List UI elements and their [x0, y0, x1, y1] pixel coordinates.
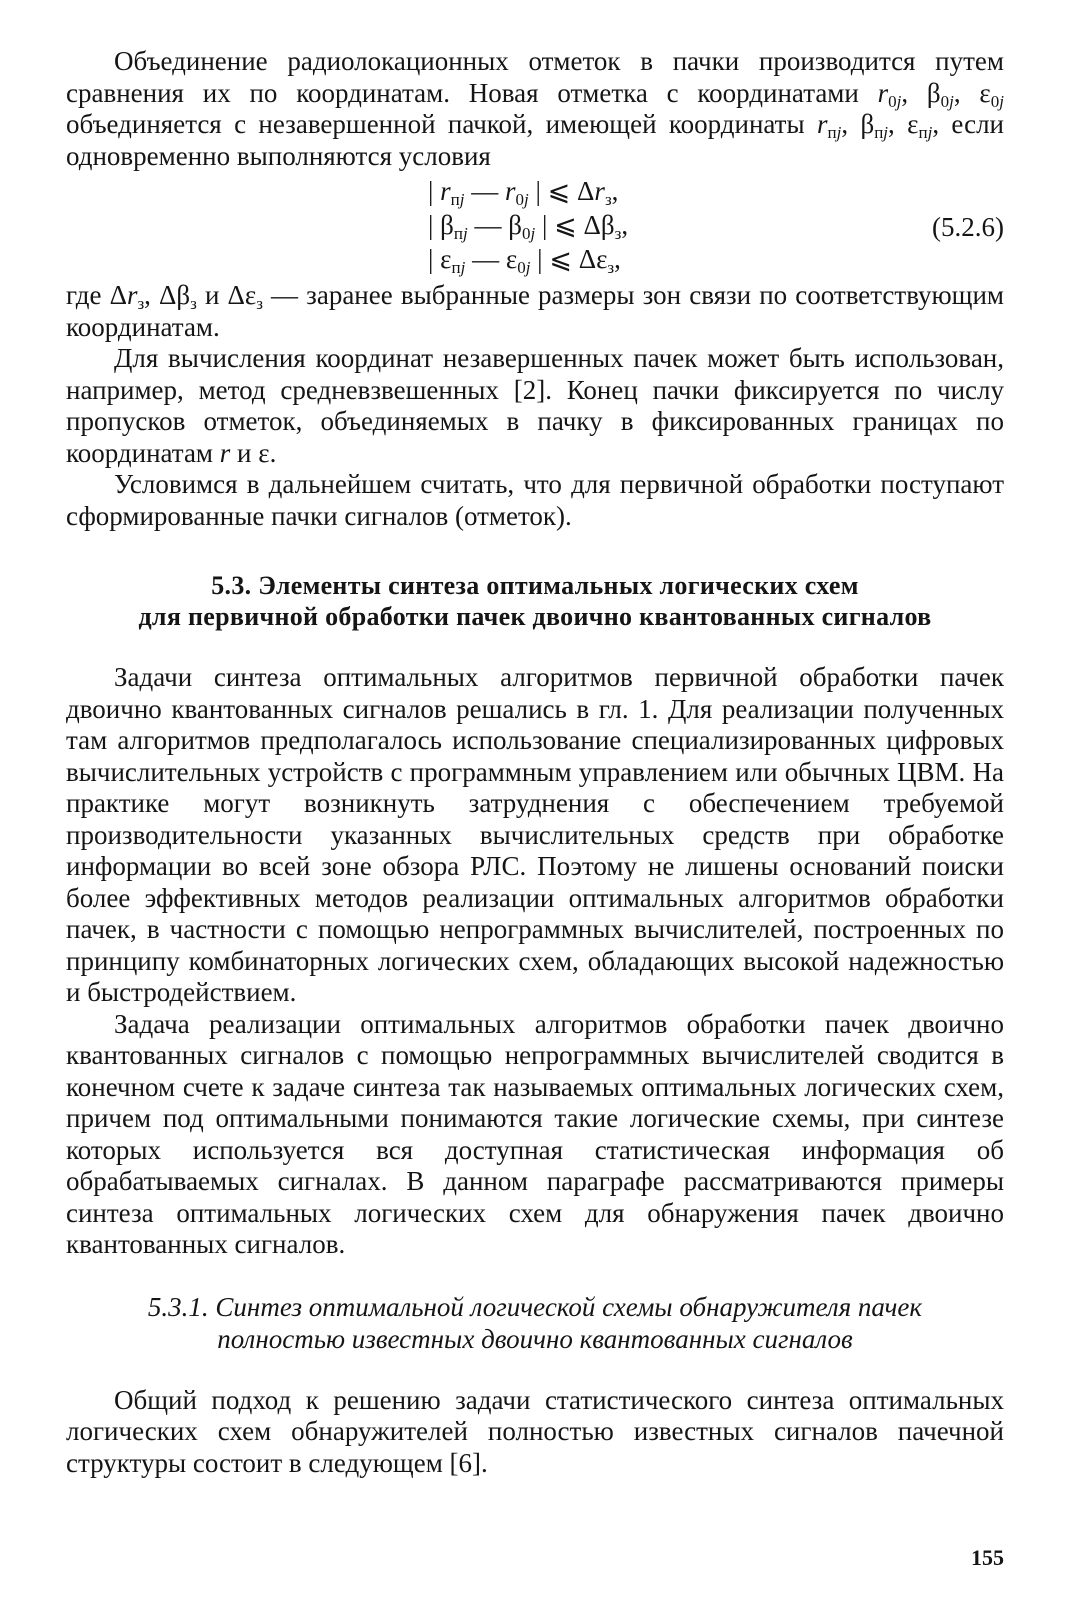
equation-system-5-2-6 — [66, 176, 1004, 276]
coord-symbols: r и ε — [219, 437, 270, 468]
equation-elevation: | $\varepsilon_{пj}$ — $\varepsilon_{0j}$ | ⩽ $\Delta\varepsilon_з$, — [428, 244, 621, 277]
paragraph-weighted-average: Для вычисления координат незавершенных пачек может быть использован, например, метод средневзвешенных [2]. Конец пачки фиксируется по числу пропусков отметок, объединяемых в пачку в фиксированных границах по координатам r и ε. — [66, 343, 1004, 468]
packet-coordinates: $r_{пj}$, $\beta_{пj}$, $\varepsilon_{пj}$, — [816, 109, 940, 142]
paragraph-packet-merging: Объединение радиолокационных отметок в пачки производится путем сравнения их по координатам. Новая отметка с координатами $r_{0j}$, $\beta_{0j}$, $\varepsilon_{0j}$ объединяется с незавершенной пачкой, имеющей координаты $r_{пj}$, $\beta_{пj}$, $\varepsilon_{пj}$, если одновременно выполняются условия — [66, 46, 1004, 171]
zone-symbols: $\Delta r_з$, $\Delta\beta_з$ и $\Delta\varepsilon_з$ — [109, 280, 263, 313]
paragraph-zone-definition: где $\Delta r_з$, $\Delta\beta_з$ и $\Delta\varepsilon_з$ — заранее выбранные размеры зон связи по соответствующим координатам. — [66, 280, 1005, 342]
equation-azimuth: | $\beta_{пj}$ — $\beta_{0j}$ | ⩽ $\Delta\beta_з$, — [428, 210, 629, 243]
paragraph-synthesis-tasks: Задачи синтеза оптимальных алгоритмов первичной обработки пачек двоично квантованных сигналов решались в гл. 1. Для реализации полученных там алгоритмов предполагалось использование специализированных цифровых вычислительных устройств с программным управлением или обычных ЦВМ. На практике могут возникнуть затруднения с обеспечением требуемой производительности указанных вычислительных средств при обработке информации во всей зоне обзора РЛС. Поэтому не лишены оснований поиски более эффективных методов реализации оптимальных алгоритмов обработки пачек, в частности с помощью непрограммных вычислителей, построенных по принципу комбинаторных логических схем, обладающих высокой надежностью и быстродействием. — [66, 662, 1004, 1007]
new-mark-coordinates: $r_{0j}$, $\beta_{0j}$, $\varepsilon_{0j}$ — [877, 77, 1004, 111]
paragraph-formed-packets: Условимся в дальнейшем считать, что для первичной обработки поступают сформированные пачки сигналов (отметок). — [66, 469, 1004, 531]
equation-number: (5.2.6) — [932, 212, 1004, 242]
equation-range: | $r_{пj}$ — $r_{0j}$ | ⩽ $\Delta r_з$, — [428, 176, 619, 209]
page-number: 155 — [971, 1545, 1004, 1570]
paragraph-implementation: Задача реализации оптимальных алгоритмов обработки пачек двоично квантованных сигналов с помощью непрограммных вычислителей сводится в конечном счете к задаче синтеза так называемых оптимальных логических схем, причем под оптимальными понимаются такие логические схемы, при синтезе которых используется вся доступная статистическая информация об обрабатываемых сигналах. В данном параграфе рассматриваются примеры синтеза оптимальных логических схем для обнаружения пачек двоично квантованных сигналов. — [66, 1008, 1004, 1259]
paragraph-general-approach: Общий подход к решению задачи статистического синтеза оптимальных логических схем обнаружителей полностью известных сигналов пачечной структуры состоит в следующем [6]. — [66, 1384, 1004, 1478]
section-heading-5-3: 5.3. Элементы синтеза оптимальных логических схем для первичной обработки пачек двоично квантованных сигналов — [138, 571, 932, 631]
page-body — [66, 46, 1004, 1479]
subsection-heading-5-3-1: 5.3.1. Синтез оптимальной логической схемы обнаружителя пачек полностью известных двоично квантованных сигналов — [147, 1291, 923, 1354]
